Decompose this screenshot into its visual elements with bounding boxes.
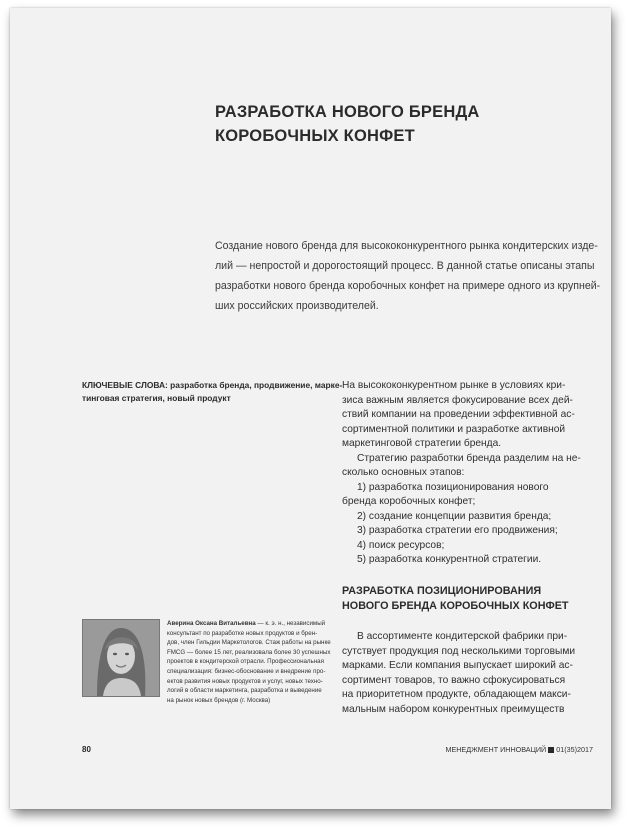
body2-line: мальным набором конкурентных преимуществ [342, 703, 565, 715]
author-bio [167, 619, 339, 705]
title-line: КОРОБОЧНЫХ КОНФЕТ [215, 127, 415, 145]
author-portrait-image [83, 620, 159, 696]
magazine-page [10, 8, 611, 809]
body-line: Стратегию разработки бренда разделим на не- [357, 452, 581, 464]
author-bio-line: FMCG — более 15 лет, реализовала более 30 успешных [167, 648, 331, 656]
body-line: сколько основных этапов: [342, 467, 465, 478]
article-title [215, 100, 545, 148]
subhead-line: РАЗРАБОТКА ПОЗИЦИОНИРОВАНИЯ [342, 585, 542, 597]
lead-line: разработки нового бренда коробочных конфет на примере одного из крупней- [215, 280, 601, 292]
square-icon [548, 747, 554, 753]
lead-line: Создание нового бренда для высококонкурентного рынка кондитерских изде- [215, 240, 598, 252]
article-lead [215, 236, 601, 316]
body-text [342, 379, 604, 568]
journal-footer [445, 745, 593, 754]
step-item: 4) поиск ресурсов; [357, 539, 445, 551]
keywords-line: КЛЮЧЕВЫЕ СЛОВА: разработка бренда, продвижение, марке- [82, 380, 343, 390]
page-number: 80 [82, 745, 91, 754]
body2-line: сутствует продукция под несколькими торговыми [342, 645, 576, 657]
body2-line: В ассортименте кондитерской фабрики при- [357, 631, 568, 642]
section-body [342, 630, 604, 717]
keywords-block [82, 379, 344, 405]
author-bio-line: консультант по разработке новых продуктов и брен- [167, 629, 318, 637]
body2-line: на приоритетном продукте, обладающем макси- [342, 689, 571, 700]
author-photo [82, 619, 160, 697]
author-name: Аверина Оксана Витальевна [167, 620, 256, 627]
body2-line: сортимент товаров, то важно сфокусироваться [342, 674, 566, 686]
keywords-line: тинговая стратегия, новый продукт [82, 393, 231, 403]
step-item: 3) разработка стратегии его продвижения; [357, 525, 558, 536]
author-bio-line: дов, член Гильдии Маркетологов. Стаж работы на рынке [167, 639, 331, 647]
step-item: 2) создание концепции развития бренда; [357, 510, 552, 522]
body-line: сортиментной политики и разработке активной [342, 423, 566, 435]
body-line: ствий компании на проведении эффективной ас- [342, 409, 575, 420]
body-line: На высококонкурентном рынке в условиях кри- [342, 380, 566, 391]
section-heading [342, 584, 604, 614]
lead-line: лий — непростой и дорогостоящий процесс. В данной статье описаны этапы [215, 260, 595, 272]
step-item: 5) разработка конкурентной стратегии. [357, 554, 542, 565]
journal-issue: 01(35)2017 [556, 745, 593, 754]
author-bio-rest: — к. э. н., независимый [255, 620, 326, 627]
body-line: маркетинговой стратегии бренда. [342, 438, 502, 449]
author-bio-line: специализация: бизнес-обоснование и внедрение про- [167, 667, 326, 675]
author-bio-line [167, 619, 339, 629]
body2-line: марками. Если компания выпускает широкий ас- [342, 660, 573, 671]
author-bio-line: ектов развития новых продуктов и услуг, новых техно- [167, 677, 323, 685]
lead-line: ших российских производителей. [215, 300, 379, 312]
author-bio-line: на рынок новых брендов (г. Москва) [167, 696, 271, 704]
title-line: РАЗРАБОТКА НОВОГО БРЕНДА [215, 103, 480, 121]
author-bio-line: проектов в кондитерской отрасли. Профессиональная [167, 658, 324, 666]
body-line: зиса важным является фокусирование всех дей- [342, 394, 573, 406]
author-bio-line: логий в области маркетинга, разработка и выведение [167, 687, 322, 695]
subhead-line: НОВОГО БРЕНДА КОРОБОЧНЫХ КОНФЕТ [342, 600, 569, 612]
journal-name: МЕНЕДЖМЕНТ ИННОВАЦИЙ [445, 745, 547, 754]
step-item: 1) разработка позиционирования нового [357, 481, 549, 493]
step-item: бренда коробочных конфет; [342, 496, 476, 507]
